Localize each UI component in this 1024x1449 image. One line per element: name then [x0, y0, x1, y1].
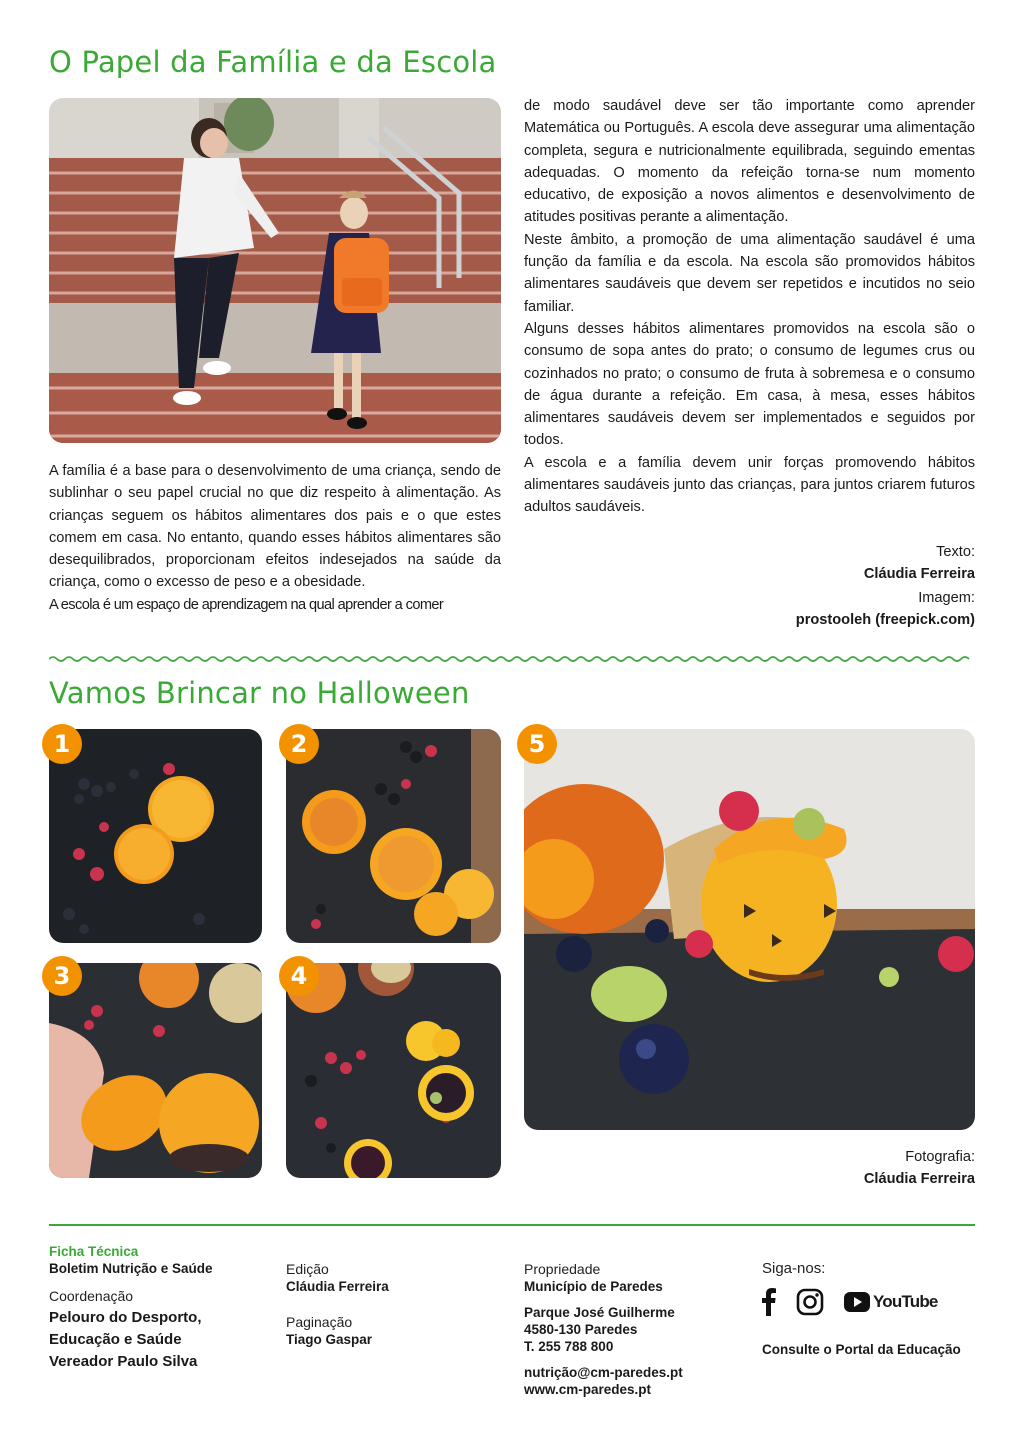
edicao-label: Edição [286, 1261, 329, 1277]
paginacao-label: Paginação [286, 1314, 353, 1330]
portal-link[interactable]: Consulte o Portal da Educação [762, 1342, 961, 1357]
paginacao-name: Tiago Gaspar [286, 1332, 373, 1347]
facebook-icon[interactable] [762, 1288, 776, 1316]
halloween-final-photo [524, 729, 975, 1130]
coordenacao-line-1: Pelouro do Desporto, [49, 1309, 202, 1326]
coordenacao-line-2: Educação e Saúde [49, 1331, 182, 1348]
credit-text-label: Texto: [936, 544, 975, 560]
paragraph-unite: A escola e a família devem unir forças promovendo hábitos alimentares saudáveis junto das crianças, para juntos criarem futuros adultos saudáveis. [524, 454, 975, 516]
step-badge-3: 3 [42, 956, 82, 996]
boletim-name: Boletim Nutrição e Saúde [49, 1261, 213, 1276]
address-line-2: 4580-130 Paredes [524, 1322, 638, 1337]
footer-email[interactable]: nutrição@cm-paredes.pt [524, 1365, 683, 1380]
photo-credit-name: Cláudia Ferreira [863, 1171, 975, 1187]
step-badge-4: 4 [279, 956, 319, 996]
paragraph-school-start: A escola é um espaço de aprendizagem na qual aprender a comer [49, 596, 444, 613]
paragraph-family: A família é a base para o desenvolvimento de uma criança, sendo de sublinhar o seu papel crucial no que diz respeito à alimentação. As crianças seguem os hábitos alimentares dos pais e o que estes comem em casa. No entanto, quando esses hábitos alimentares são desequilibrados, proporcionam efeitos indesejados na saúde da criança, como o excesso de peso e a obesidade. [49, 463, 501, 591]
credit-text-name: Cláudia Ferreira [863, 566, 975, 582]
step-badge-5: 5 [517, 724, 557, 764]
family-school-photo [49, 98, 501, 443]
halloween-step-4-photo [286, 963, 501, 1178]
footer-divider [49, 1224, 975, 1226]
footer-website[interactable]: www.cm-paredes.pt [524, 1382, 652, 1397]
section2-credits [700, 1146, 975, 1190]
section1-credits [700, 541, 975, 631]
credit-image-label: Imagem: [918, 590, 975, 606]
address-line-1: Parque José Guilherme [524, 1305, 675, 1320]
halloween-step-1-photo [49, 729, 262, 943]
photo-credit-label: Fotografia: [905, 1149, 975, 1165]
edicao-name: Cláudia Ferreira [286, 1279, 389, 1294]
propriedade-name: Município de Paredes [524, 1279, 663, 1294]
step-badge-1: 1 [42, 724, 82, 764]
section-title-family-school: O Papel da Família e da Escola [49, 45, 497, 79]
halloween-step-3-photo [49, 963, 262, 1178]
instagram-icon[interactable] [796, 1288, 824, 1316]
youtube-link[interactable] [844, 1292, 938, 1312]
footer-col-propriedade [524, 1260, 744, 1398]
paragraph-habits: Alguns desses hábitos alimentares promovidos na escola são o consumo de sopa antes do prato; o consumo de legumes crus ou cozinhados no prato; o consumo de fruta à sobremesa e o consumo de água durante a refeição. Em casa, à mesa, esses hábitos alimentares saudáveis devem ser implementados e seguidos por todos. [524, 320, 975, 449]
halloween-step-2-photo [286, 729, 501, 943]
section-title-halloween: Vamos Brincar no Halloween [49, 676, 470, 710]
social-icons [762, 1287, 975, 1317]
paragraph-promotion: Neste âmbito, a promoção de uma alimentação saudável é uma função da família e da escola. Na escola são promovidos hábitos alimentares saudáveis que devem ser repetidos e incutidos no seio familiar. [524, 231, 975, 315]
youtube-label: YouTube [873, 1292, 938, 1311]
coordenacao-label: Coordenação [49, 1288, 134, 1304]
credit-image-name: prostooleh (freepick.com) [795, 612, 975, 628]
follow-label: Siga-nos: [762, 1260, 826, 1277]
youtube-icon [844, 1292, 870, 1312]
propriedade-label: Propriedade [524, 1261, 601, 1277]
section1-left-column [49, 460, 501, 616]
paragraph-school-cont: de modo saudável deve ser tão importante como aprender Matemática ou Português. A escola deve assegurar uma alimentação completa, segura e nutricionalmente equilibrada, seguindo ementas adequadas. O momento da refeição torna-se num momento educativo, de exposição a novos alimentos e desenvolvimento de atitudes positivas perante a alimentação. [524, 98, 975, 226]
footer-col-edicao [286, 1260, 486, 1348]
coordenacao-line-3: Vereador Paulo Silva [49, 1353, 198, 1370]
footer-col-ficha [49, 1243, 269, 1373]
address-phone: T. 255 788 800 [524, 1339, 614, 1354]
wavy-divider [49, 654, 975, 664]
ficha-title: Ficha Técnica [49, 1244, 139, 1259]
step-badge-2: 2 [279, 724, 319, 764]
footer-col-social [762, 1260, 975, 1358]
section1-right-column [524, 95, 975, 519]
